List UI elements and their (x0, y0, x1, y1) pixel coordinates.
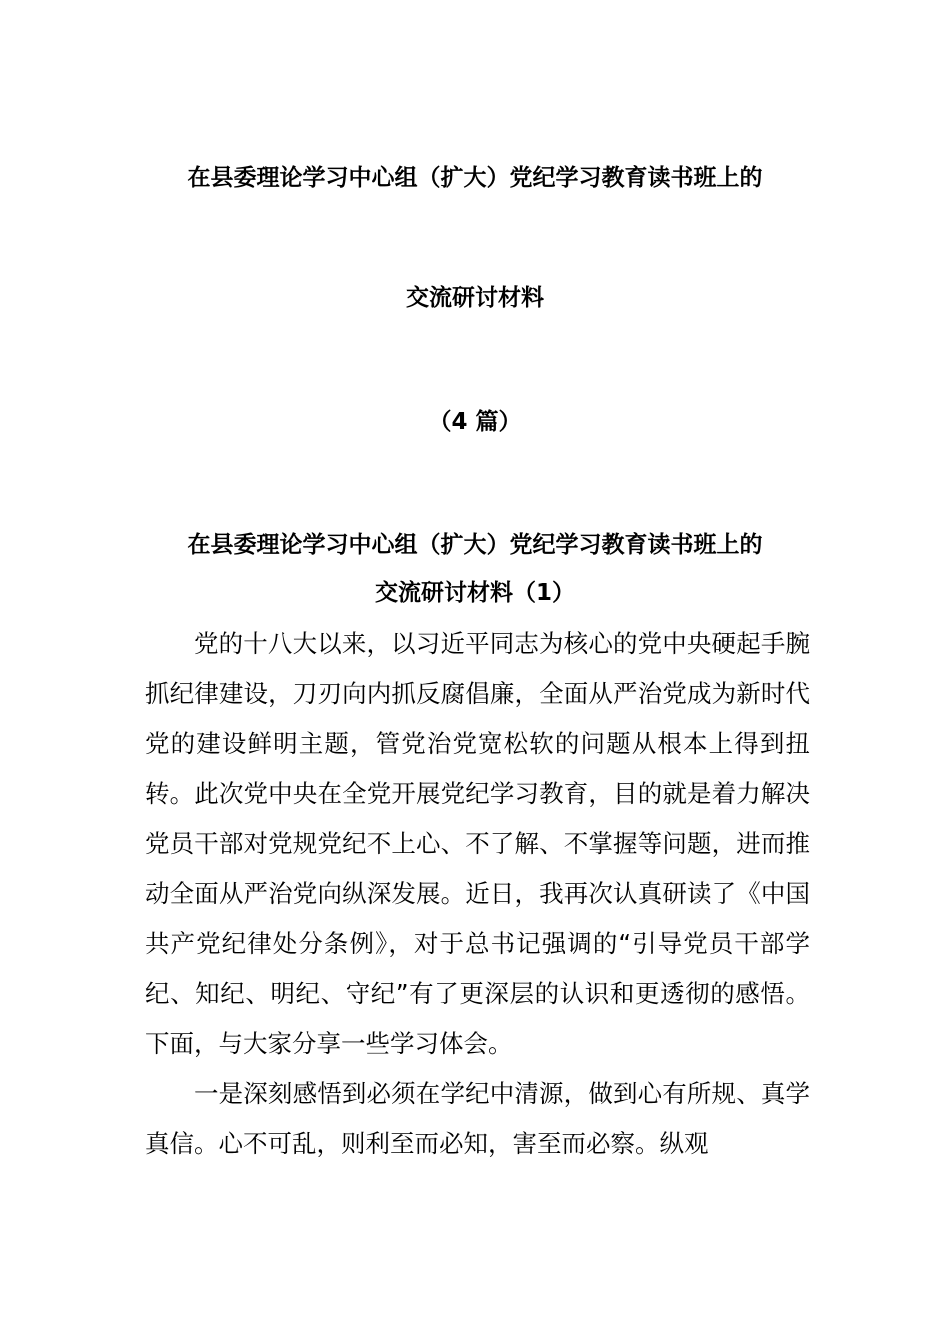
cover-title-line1: 在县委理论学习中心组（扩大）党纪学习教育读书班上的 (187, 165, 763, 191)
article-body (145, 619, 810, 1169)
article-heading-line1: 在县委理论学习中心组（扩大）党纪学习教育读书班上的 (187, 532, 763, 558)
article-heading-line2: 交流研讨材料（1） (374, 580, 575, 606)
body-paragraph: 党的十八大以来，以习近平同志为核心的党中央硬起手腕抓纪律建设，刀刃向内抓反腐倡廉，全面从严治党成为新时代党的建设鲜明主题，管党治党宽松软的问题从根本上得到扭转。此次党中央在全党开展党纪学习教育，目的就是着力解决党员干部对党规党纪不上心、不了解、不掌握等问题，进而推动全面从严治党向纵深发展。近日，我再次认真研读了《中国共产党纪律处分条例》，对于总书记强调的“引导党员干部学纪、知纪、明纪、守纪”有了更深层的认识和更透彻的感悟。下面，与大家分享一些学习体会。 (145, 629, 810, 1058)
cover-title-line2: 交流研讨材料 (406, 285, 544, 311)
cover-count: （4 篇） (428, 409, 522, 435)
body-paragraph: 一是深刻感悟到必须在学纪中清源，做到心有所规、真学真信。心不可乱，则利至而必知，害至而必察。纵观 (145, 1079, 810, 1158)
